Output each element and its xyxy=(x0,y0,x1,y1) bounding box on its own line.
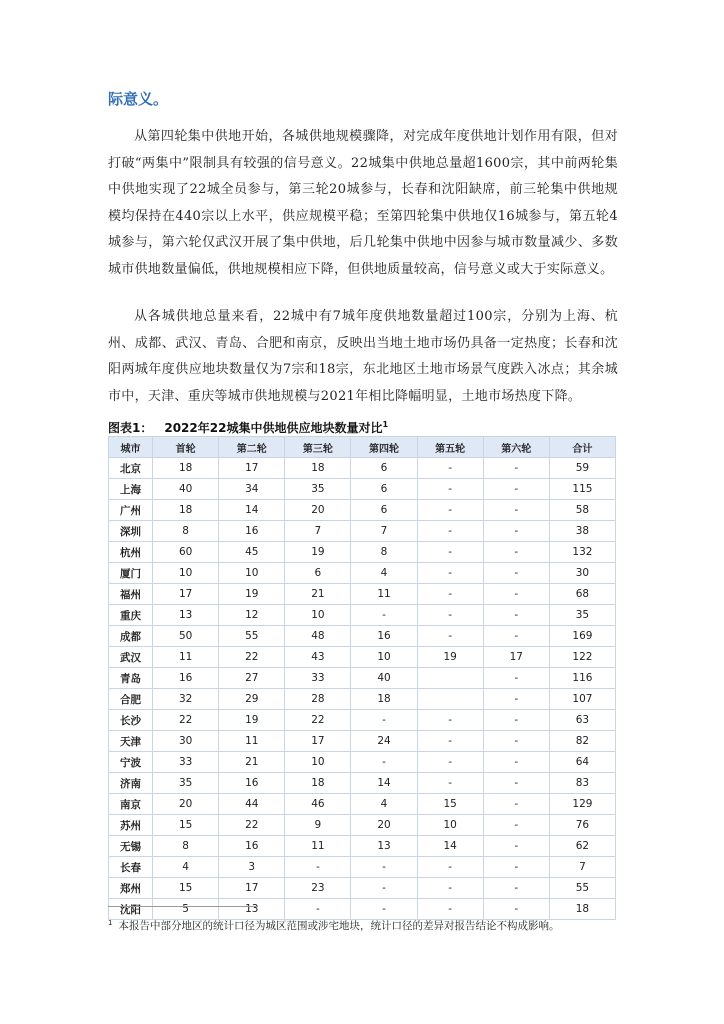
table-row xyxy=(109,458,616,479)
value-cell: 6 xyxy=(351,458,417,479)
value-cell: 11 xyxy=(153,647,219,668)
table-row xyxy=(109,794,616,815)
value-cell: - xyxy=(483,563,549,584)
value-cell: - xyxy=(483,689,549,710)
table-row xyxy=(109,815,616,836)
value-cell: - xyxy=(351,752,417,773)
table-row xyxy=(109,773,616,794)
value-cell: - xyxy=(483,668,549,689)
value-cell: 10 xyxy=(285,605,351,626)
value-cell: 13 xyxy=(153,605,219,626)
city-cell: 福州 xyxy=(109,584,153,605)
column-header: 第五轮 xyxy=(417,437,483,458)
value-cell: 17 xyxy=(153,584,219,605)
table-row xyxy=(109,500,616,521)
city-cell: 长春 xyxy=(109,857,153,878)
value-cell: 35 xyxy=(153,773,219,794)
value-cell: - xyxy=(483,731,549,752)
value-cell: 8 xyxy=(351,542,417,563)
value-cell: 19 xyxy=(219,710,285,731)
value-cell: 13 xyxy=(351,836,417,857)
value-cell: 18 xyxy=(549,899,615,920)
value-cell: 35 xyxy=(285,479,351,500)
value-cell: 27 xyxy=(219,668,285,689)
value-cell: - xyxy=(351,605,417,626)
value-cell: 82 xyxy=(549,731,615,752)
value-cell: 11 xyxy=(351,584,417,605)
value-cell: - xyxy=(483,584,549,605)
value-cell: 76 xyxy=(549,815,615,836)
value-cell: 43 xyxy=(285,647,351,668)
figure-label: 图表1： xyxy=(108,421,153,435)
value-cell: 35 xyxy=(549,605,615,626)
value-cell: 30 xyxy=(153,731,219,752)
value-cell: 18 xyxy=(285,773,351,794)
footnote-divider xyxy=(108,906,258,907)
footnote-marker: 1 xyxy=(108,918,113,927)
value-cell: - xyxy=(417,458,483,479)
footnote-reference: 1 xyxy=(382,420,389,429)
table-row xyxy=(109,584,616,605)
value-cell: 58 xyxy=(549,500,615,521)
value-cell: 115 xyxy=(549,479,615,500)
value-cell: 12 xyxy=(219,605,285,626)
city-cell: 杭州 xyxy=(109,542,153,563)
value-cell: 34 xyxy=(219,479,285,500)
value-cell: - xyxy=(417,857,483,878)
value-cell: 30 xyxy=(549,563,615,584)
paragraph-supply-rounds: 从第四轮集中供地开始，各城供地规模骤降，对完成年度供地计划作用有限，但对打破“两集中”限制具有较强的信号意义。22城集中供地总量超1600宗，其中前两轮集中供地实现了22城全员参与，第三轮20城参与，长春和沈阳缺席，前三轮集中供地规模均保持在440宗以上水平，供应规模平稳；至第四轮集中供地仅16城参与，第五轮4城参与，第六轮仅武汉开展了集中供地，后几轮集中供地中因参与城市数量减少、多数城市供地数量偏低，供地规模相应下降，但供地质量较高，信号意义或大于实际意义。 xyxy=(108,129,618,277)
column-header: 第三轮 xyxy=(285,437,351,458)
value-cell: 4 xyxy=(351,794,417,815)
value-cell: 50 xyxy=(153,626,219,647)
footnote-text: 本报告中部分地区的统计口径为城区范围或涉宅地块，统计口径的差异对报告结论不构成影响。 xyxy=(118,920,560,932)
value-cell: 22 xyxy=(219,647,285,668)
value-cell: 19 xyxy=(285,542,351,563)
footnote xyxy=(108,918,559,933)
city-cell: 天津 xyxy=(109,731,153,752)
value-cell: - xyxy=(417,899,483,920)
value-cell: - xyxy=(483,857,549,878)
value-cell: - xyxy=(417,542,483,563)
value-cell: 40 xyxy=(351,668,417,689)
table-row xyxy=(109,626,616,647)
section-heading-tail: 际意义。 xyxy=(108,90,169,108)
figure-title: 2022年22城集中供地供应地块数量对比 xyxy=(164,421,383,435)
table-row xyxy=(109,668,616,689)
city-cell: 武汉 xyxy=(109,647,153,668)
table-row xyxy=(109,689,616,710)
column-header: 第六轮 xyxy=(483,437,549,458)
value-cell: - xyxy=(417,500,483,521)
value-cell: 48 xyxy=(285,626,351,647)
value-cell: - xyxy=(483,521,549,542)
table-header-row xyxy=(109,437,616,458)
value-cell: 18 xyxy=(351,689,417,710)
city-cell: 南京 xyxy=(109,794,153,815)
value-cell: - xyxy=(417,752,483,773)
table-row xyxy=(109,731,616,752)
value-cell xyxy=(417,668,483,689)
value-cell: - xyxy=(483,605,549,626)
table-row xyxy=(109,605,616,626)
value-cell: - xyxy=(483,878,549,899)
value-cell: 38 xyxy=(549,521,615,542)
paragraph-city-totals: 从各城供地总量来看，22城中有7城年度供地数量超过100宗，分别为上海、杭州、成都、武汉、青岛、合肥和南京，反映出当地土地市场仍具备一定热度；长春和沈阳两城年度供应地块数量仅为7宗和18宗，东北地区土地市场景气度跌入冰点；其余城市中，天津、重庆等城市供地规模与2021年相比降幅明显，土地市场热度下降。 xyxy=(108,309,618,404)
value-cell: 15 xyxy=(417,794,483,815)
value-cell: - xyxy=(483,542,549,563)
value-cell: 29 xyxy=(219,689,285,710)
city-cell: 沈阳 xyxy=(109,899,153,920)
value-cell: 20 xyxy=(285,500,351,521)
city-cell: 济南 xyxy=(109,773,153,794)
city-cell: 厦门 xyxy=(109,563,153,584)
value-cell: 169 xyxy=(549,626,615,647)
value-cell: - xyxy=(417,563,483,584)
value-cell: 33 xyxy=(285,668,351,689)
table-body xyxy=(109,458,616,920)
value-cell: 16 xyxy=(219,836,285,857)
city-cell: 无锡 xyxy=(109,836,153,857)
value-cell: 17 xyxy=(285,731,351,752)
value-cell: 62 xyxy=(549,836,615,857)
value-cell: - xyxy=(483,773,549,794)
value-cell: - xyxy=(483,899,549,920)
city-cell: 郑州 xyxy=(109,878,153,899)
value-cell: 11 xyxy=(285,836,351,857)
land-supply-table xyxy=(108,436,616,920)
city-cell: 深圳 xyxy=(109,521,153,542)
value-cell: 7 xyxy=(351,521,417,542)
value-cell: 40 xyxy=(153,479,219,500)
value-cell: 45 xyxy=(219,542,285,563)
value-cell: 13 xyxy=(219,899,285,920)
value-cell: 4 xyxy=(351,563,417,584)
value-cell: 5 xyxy=(153,899,219,920)
table-row xyxy=(109,836,616,857)
value-cell: 16 xyxy=(219,773,285,794)
value-cell: - xyxy=(351,710,417,731)
column-header: 城市 xyxy=(109,437,153,458)
value-cell: 24 xyxy=(351,731,417,752)
column-header: 合计 xyxy=(549,437,615,458)
value-cell: 18 xyxy=(285,458,351,479)
value-cell: 4 xyxy=(153,857,219,878)
value-cell: 16 xyxy=(219,521,285,542)
value-cell: 10 xyxy=(351,647,417,668)
value-cell: - xyxy=(417,731,483,752)
table-row xyxy=(109,542,616,563)
value-cell: 20 xyxy=(351,815,417,836)
value-cell: 129 xyxy=(549,794,615,815)
value-cell: 3 xyxy=(219,857,285,878)
table-row xyxy=(109,710,616,731)
table-row xyxy=(109,752,616,773)
table-row xyxy=(109,521,616,542)
value-cell: 18 xyxy=(153,458,219,479)
value-cell: 28 xyxy=(285,689,351,710)
value-cell: - xyxy=(483,836,549,857)
value-cell: 83 xyxy=(549,773,615,794)
table-row xyxy=(109,479,616,500)
value-cell: 10 xyxy=(153,563,219,584)
value-cell: 6 xyxy=(351,500,417,521)
value-cell: 16 xyxy=(351,626,417,647)
value-cell: 19 xyxy=(219,584,285,605)
value-cell: 22 xyxy=(219,815,285,836)
value-cell: - xyxy=(417,710,483,731)
city-cell: 苏州 xyxy=(109,815,153,836)
value-cell: - xyxy=(483,710,549,731)
value-cell: 22 xyxy=(285,710,351,731)
value-cell: 16 xyxy=(153,668,219,689)
table-row xyxy=(109,563,616,584)
value-cell: - xyxy=(417,626,483,647)
value-cell: 107 xyxy=(549,689,615,710)
value-cell: 8 xyxy=(153,836,219,857)
column-header: 第四轮 xyxy=(351,437,417,458)
table-row xyxy=(109,878,616,899)
value-cell: 20 xyxy=(153,794,219,815)
value-cell: 23 xyxy=(285,878,351,899)
value-cell: - xyxy=(483,752,549,773)
value-cell: - xyxy=(417,605,483,626)
value-cell: - xyxy=(483,479,549,500)
value-cell: 122 xyxy=(549,647,615,668)
value-cell: - xyxy=(285,899,351,920)
value-cell: 7 xyxy=(285,521,351,542)
value-cell: 55 xyxy=(549,878,615,899)
value-cell: 6 xyxy=(351,479,417,500)
value-cell: 22 xyxy=(153,710,219,731)
value-cell: 32 xyxy=(153,689,219,710)
value-cell: 10 xyxy=(417,815,483,836)
table-row xyxy=(109,647,616,668)
value-cell: 68 xyxy=(549,584,615,605)
value-cell: 15 xyxy=(153,878,219,899)
city-cell: 重庆 xyxy=(109,605,153,626)
value-cell: 60 xyxy=(153,542,219,563)
value-cell: 55 xyxy=(219,626,285,647)
value-cell: 15 xyxy=(153,815,219,836)
value-cell: 10 xyxy=(285,752,351,773)
value-cell: 33 xyxy=(153,752,219,773)
column-header: 第二轮 xyxy=(219,437,285,458)
value-cell: - xyxy=(483,794,549,815)
value-cell xyxy=(417,689,483,710)
table-row xyxy=(109,857,616,878)
value-cell: - xyxy=(351,878,417,899)
value-cell: - xyxy=(417,773,483,794)
city-cell: 合肥 xyxy=(109,689,153,710)
value-cell: 10 xyxy=(219,563,285,584)
value-cell: 11 xyxy=(219,731,285,752)
value-cell: 21 xyxy=(219,752,285,773)
table-row xyxy=(109,899,616,920)
value-cell: 14 xyxy=(351,773,417,794)
value-cell: 8 xyxy=(153,521,219,542)
value-cell: 19 xyxy=(417,647,483,668)
value-cell: 17 xyxy=(483,647,549,668)
value-cell: 6 xyxy=(285,563,351,584)
value-cell: - xyxy=(417,521,483,542)
value-cell: - xyxy=(417,479,483,500)
value-cell: - xyxy=(417,878,483,899)
value-cell: 63 xyxy=(549,710,615,731)
figure-caption xyxy=(108,419,388,436)
value-cell: - xyxy=(483,500,549,521)
value-cell: 64 xyxy=(549,752,615,773)
city-cell: 成都 xyxy=(109,626,153,647)
value-cell: - xyxy=(483,815,549,836)
value-cell: 9 xyxy=(285,815,351,836)
value-cell: 18 xyxy=(153,500,219,521)
city-cell: 广州 xyxy=(109,500,153,521)
column-header: 首轮 xyxy=(153,437,219,458)
city-cell: 上海 xyxy=(109,479,153,500)
value-cell: 116 xyxy=(549,668,615,689)
value-cell: 7 xyxy=(549,857,615,878)
value-cell: 132 xyxy=(549,542,615,563)
value-cell: 21 xyxy=(285,584,351,605)
city-cell: 北京 xyxy=(109,458,153,479)
city-cell: 青岛 xyxy=(109,668,153,689)
value-cell: - xyxy=(417,584,483,605)
value-cell: - xyxy=(351,857,417,878)
value-cell: 46 xyxy=(285,794,351,815)
value-cell: 14 xyxy=(417,836,483,857)
value-cell: 44 xyxy=(219,794,285,815)
value-cell: 17 xyxy=(219,458,285,479)
value-cell: - xyxy=(285,857,351,878)
value-cell: - xyxy=(483,458,549,479)
value-cell: - xyxy=(351,899,417,920)
value-cell: - xyxy=(483,626,549,647)
city-cell: 长沙 xyxy=(109,710,153,731)
value-cell: 14 xyxy=(219,500,285,521)
value-cell: 59 xyxy=(549,458,615,479)
value-cell: 17 xyxy=(219,878,285,899)
city-cell: 宁波 xyxy=(109,752,153,773)
